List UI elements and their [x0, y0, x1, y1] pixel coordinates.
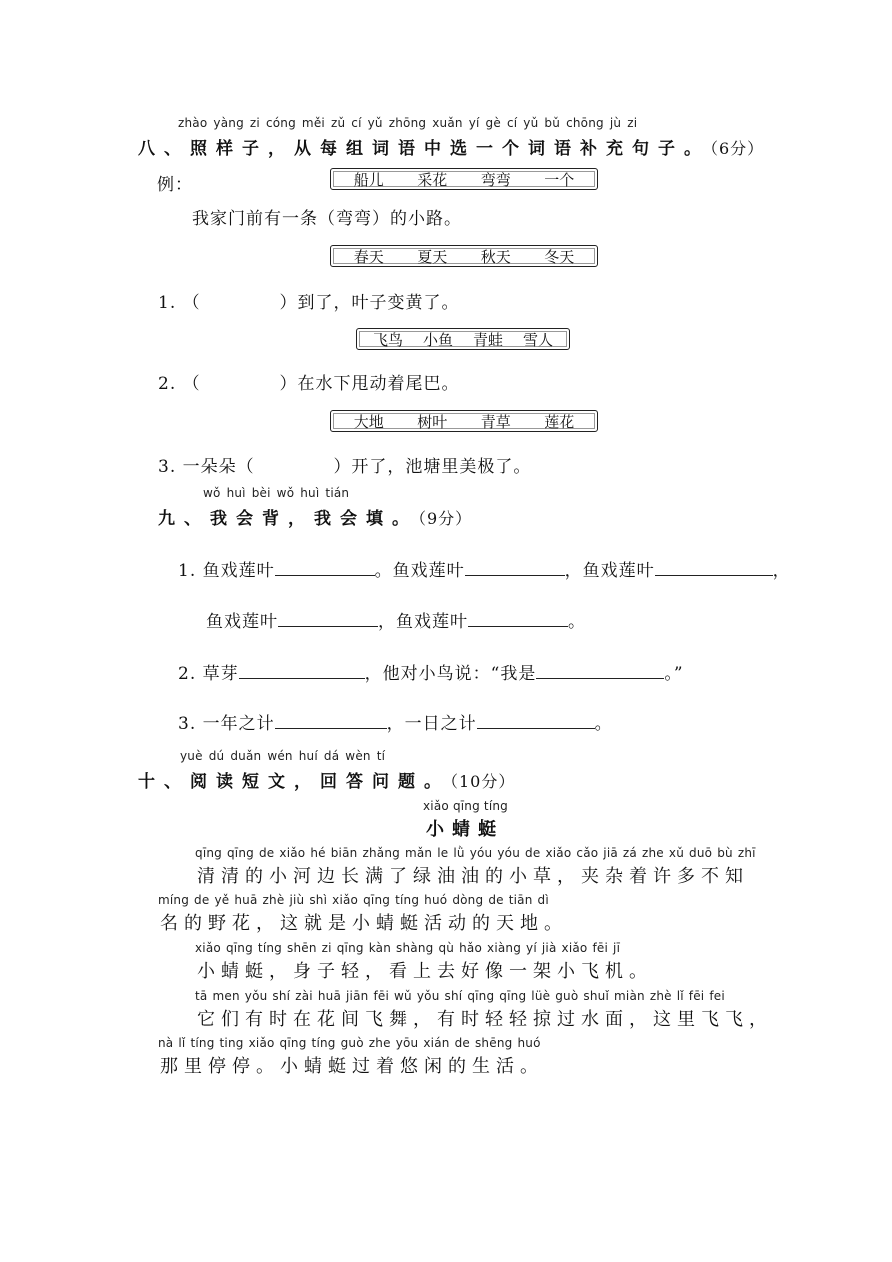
s9-q2-blank1[interactable] — [239, 662, 365, 679]
word: 青草 — [480, 412, 511, 431]
word: 夏天 — [417, 247, 448, 266]
q3-line — [158, 452, 531, 477]
word: 春天 — [353, 247, 384, 266]
example-word-box — [330, 168, 598, 190]
section10-heading — [138, 767, 515, 792]
para2-pinyin: míng de yě huā zhè jiù shì xiǎo qīng tíng huó dòng de tiān dì — [158, 893, 549, 907]
s9-q2-a: 2. 草芽 — [178, 664, 239, 684]
word: 青蛙 — [472, 330, 503, 349]
q1-word-box — [330, 245, 598, 267]
para4-text: 它们有时在花间飞舞，有时轻轻掠过水面，这里飞飞， — [197, 1009, 773, 1030]
s9-q1-a: 1. 鱼戏莲叶 — [178, 561, 275, 581]
s9-q2-blank2[interactable] — [536, 662, 664, 679]
s9-q3-blank1[interactable] — [275, 712, 387, 729]
word: 雪人 — [522, 330, 553, 349]
s9-q2-c: 。” — [664, 664, 684, 684]
section8-heading-text: 八、照样子，从每组词语中选一个词语补充句子。 — [138, 139, 710, 159]
example-label: 例： — [157, 175, 193, 195]
word: 冬天 — [544, 247, 575, 266]
s9-q3-b: ，一日之计 — [386, 714, 477, 734]
section10-heading-text: 十、阅读短文，回答问题。 — [138, 772, 450, 792]
story-title-pinyin: xiǎo qīng tíng — [423, 799, 508, 813]
q2-text: ）在水下甩动着尾巴。 — [279, 374, 460, 394]
q2-num: 2. — [158, 374, 177, 394]
s9-q1-line2 — [206, 607, 586, 632]
s9-q3-blank2[interactable] — [477, 712, 595, 729]
section8-heading — [138, 134, 764, 159]
s9-q1-blank3[interactable] — [655, 559, 773, 576]
example-sentence: 我家门前有一条（弯弯）的小路。 — [192, 209, 462, 229]
q1-num: 1. — [158, 293, 177, 313]
q1-paren-open: （ — [182, 293, 201, 313]
s9-q3-line — [178, 709, 613, 734]
s9-q1-blank4[interactable] — [278, 610, 378, 627]
word: 一个 — [544, 170, 575, 189]
word: 弯弯 — [480, 170, 511, 189]
para4-pinyin: tā men yǒu shí zài huā jiān fēi wǔ yǒu shí qīng qīng lüè guò shuǐ miàn zhè lǐ fēi fei — [195, 989, 725, 1003]
s9-q1-e: 鱼戏莲叶 — [206, 612, 278, 632]
s9-q2-b: ，他对小鸟说：“我是 — [364, 664, 537, 684]
word: 莲花 — [544, 412, 575, 431]
section8-pinyin: zhào yàng zi cóng měi zǔ cí yǔ zhōng xuǎn yí gè cí yǔ bǔ chōng jù zi — [178, 116, 638, 130]
word: 飞鸟 — [372, 330, 403, 349]
section10-pinyin: yuè dú duǎn wén huí dá wèn tí — [180, 749, 386, 763]
q3-prefix: 3. 一朵朵（ — [158, 457, 255, 477]
q2-paren-open: （ — [182, 374, 201, 394]
para5-text: 那里停停。小蜻蜓过着悠闲的生活。 — [160, 1056, 544, 1077]
section8-score: （6分） — [710, 139, 765, 158]
s9-q3-c: 。 — [594, 714, 613, 734]
para1-pinyin: qīng qīng de xiǎo hé biān zhǎng mǎn le lǜ yóu yóu de xiǎo cǎo jiā zá zhe xǔ duō bù zhī — [195, 846, 756, 860]
s9-q3-a: 3. 一年之计 — [178, 714, 275, 734]
q3-text: ）开了，池塘里美极了。 — [333, 457, 532, 477]
word: 秋天 — [480, 247, 511, 266]
section10-score: （10分） — [450, 772, 516, 791]
word: 小鱼 — [422, 330, 453, 349]
s9-q1-d: ， — [772, 561, 791, 581]
word: 树叶 — [417, 412, 448, 431]
s9-q1-blank5[interactable] — [468, 610, 568, 627]
section9-heading — [158, 504, 472, 529]
s9-q1-blank1[interactable] — [275, 559, 375, 576]
section9-score: （9分） — [418, 509, 473, 528]
para3-text: 小蜻蜓，身子轻，看上去好像一架小飞机。 — [197, 961, 653, 982]
word: 采花 — [417, 170, 448, 189]
s9-q1-g: 。 — [568, 612, 586, 632]
s9-q1-blank2[interactable] — [465, 559, 565, 576]
q2-line — [158, 369, 459, 394]
para1-text: 清清的小河边长满了绿油油的小草，夹杂着许多不知 — [197, 866, 749, 887]
s9-q1-f: ，鱼戏莲叶 — [378, 612, 468, 632]
word: 大地 — [353, 412, 384, 431]
q1-text: ）到了，叶子变黄了。 — [279, 293, 460, 313]
para3-pinyin: xiǎo qīng tíng shēn zi qīng kàn shàng qù hǎo xiàng yí jià xiǎo fēi jī — [195, 941, 621, 955]
section9-pinyin: wǒ huì bèi wǒ huì tián — [203, 486, 350, 500]
s9-q1-line1 — [178, 556, 791, 581]
para5-pinyin: nà lǐ tíng ting xiǎo qīng tíng guò zhe yōu xián de shēng huó — [158, 1036, 541, 1050]
s9-q1-c: ，鱼戏莲叶 — [564, 561, 655, 581]
story-title: 小蜻蜓 — [426, 819, 504, 840]
q3-word-box — [330, 410, 598, 432]
s9-q1-b: 。鱼戏莲叶 — [374, 561, 465, 581]
s9-q2-line — [178, 659, 684, 684]
section9-heading-text: 九、我会背，我会填。 — [158, 509, 418, 529]
q2-word-box — [356, 328, 570, 350]
q1-line — [158, 288, 459, 313]
word: 船儿 — [353, 170, 384, 189]
para2-text: 名的野花，这就是小蜻蜓活动的天地。 — [160, 913, 568, 934]
